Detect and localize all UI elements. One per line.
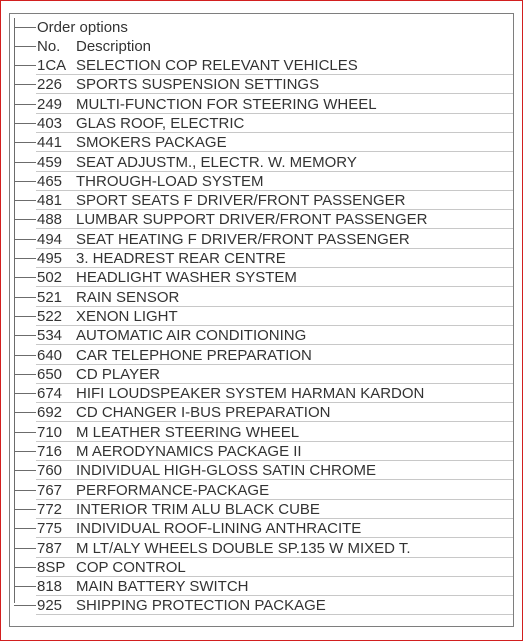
tree-branch-line	[14, 181, 36, 182]
option-description: MULTI-FUNCTION FOR STEERING WHEEL	[76, 96, 377, 113]
option-description: SPORT SEATS F DRIVER/FRONT PASSENGER	[76, 192, 406, 209]
order-options-panel	[9, 13, 514, 627]
row-separator	[36, 537, 513, 538]
option-number: 775	[37, 520, 63, 537]
tree-branch-line	[14, 335, 36, 336]
option-number: 441	[37, 134, 63, 151]
option-description: CD CHANGER I-BUS PREPARATION	[76, 404, 331, 421]
list-item[interactable]	[10, 442, 513, 461]
list-item[interactable]	[10, 365, 513, 384]
option-description: M LT/ALY WHEELS DOUBLE SP.135 W MIXED T.	[76, 540, 411, 557]
option-number: 502	[37, 269, 63, 286]
option-description: MAIN BATTERY SWITCH	[76, 578, 249, 595]
tree-branch-line	[14, 142, 36, 143]
row-separator	[36, 228, 513, 229]
option-number: 481	[37, 192, 63, 209]
option-description: INDIVIDUAL ROOF-LINING ANTHRACITE	[76, 520, 362, 537]
tree-branch-line	[14, 162, 36, 163]
list-item[interactable]	[10, 268, 513, 287]
tree-branch-line	[14, 451, 36, 452]
list-item[interactable]	[10, 326, 513, 345]
tree-branch-line	[14, 258, 36, 259]
option-number: 818	[37, 578, 63, 595]
option-description: XENON LIGHT	[76, 308, 178, 325]
row-separator	[36, 421, 513, 422]
tree-branch-line	[14, 200, 36, 201]
option-description: M AERODYNAMICS PACKAGE II	[76, 443, 302, 460]
option-description: GLAS ROOF, ELECTRIC	[76, 115, 245, 132]
option-description: COP CONTROL	[76, 559, 186, 576]
option-number: 772	[37, 501, 63, 518]
option-number: 760	[37, 462, 63, 479]
list-item[interactable]	[10, 500, 513, 519]
row-separator	[36, 479, 513, 480]
option-description: INDIVIDUAL HIGH-GLOSS SATIN CHROME	[76, 462, 377, 479]
row-separator	[36, 93, 513, 94]
tree-branch-line	[14, 46, 36, 47]
option-number: 403	[37, 115, 63, 132]
list-item[interactable]	[10, 249, 513, 268]
list-item[interactable]	[10, 191, 513, 210]
option-number: 488	[37, 211, 63, 228]
list-item[interactable]	[10, 346, 513, 365]
option-number: 650	[37, 366, 63, 383]
tree-branch-line	[14, 355, 36, 356]
tree-branch-line	[14, 528, 36, 529]
option-description: CAR TELEPHONE PREPARATION	[76, 347, 312, 364]
option-number: 8SP	[37, 559, 66, 576]
option-description: THROUGH-LOAD SYSTEM	[76, 173, 264, 190]
list-item[interactable]	[10, 577, 513, 596]
tree-branch-line	[14, 509, 36, 510]
option-description: INTERIOR TRIM ALU BLACK CUBE	[76, 501, 320, 518]
tree-branch-line	[14, 123, 36, 124]
option-number: 640	[37, 347, 63, 364]
row-separator	[36, 614, 513, 615]
list-item[interactable]	[10, 423, 513, 442]
tree-branch-line	[14, 104, 36, 105]
option-number: 710	[37, 424, 63, 441]
list-item[interactable]	[10, 153, 513, 172]
list-item[interactable]	[10, 403, 513, 422]
list-item[interactable]	[10, 558, 513, 577]
option-description: LUMBAR SUPPORT DRIVER/FRONT PASSENGER	[76, 211, 428, 228]
option-description: AUTOMATIC AIR CONDITIONING	[76, 327, 307, 344]
tree-branch-line	[14, 605, 36, 606]
list-item[interactable]	[10, 539, 513, 558]
list-item[interactable]	[10, 481, 513, 500]
option-description: CD PLAYER	[76, 366, 160, 383]
option-number: 226	[37, 76, 63, 93]
option-description: SMOKERS PACKAGE	[76, 134, 227, 151]
order-options-tree	[10, 18, 513, 622]
row-separator	[36, 151, 513, 152]
list-item[interactable]	[10, 56, 513, 75]
tree-branch-line	[14, 586, 36, 587]
row-separator	[36, 344, 513, 345]
tree-branch-line	[14, 548, 36, 549]
option-number: 494	[37, 231, 63, 248]
option-number: 521	[37, 289, 63, 306]
tree-branch-line	[14, 412, 36, 413]
option-description: 3. HEADREST REAR CENTRE	[76, 250, 286, 267]
list-item[interactable]	[10, 95, 513, 114]
list-item[interactable]	[10, 384, 513, 403]
tree-branch-line	[14, 297, 36, 298]
option-description: HIFI LOUDSPEAKER SYSTEM HARMAN KARDON	[76, 385, 425, 402]
tree-branch-line	[14, 219, 36, 220]
option-number: 692	[37, 404, 63, 421]
list-item[interactable]	[10, 210, 513, 229]
tree-branch-line	[14, 374, 36, 375]
list-item[interactable]	[10, 172, 513, 191]
tree-branch-line	[14, 84, 36, 85]
list-item[interactable]	[10, 307, 513, 326]
tree-root-label: Order options	[37, 19, 128, 36]
option-description: SEAT HEATING F DRIVER/FRONT PASSENGER	[76, 231, 410, 248]
option-number: 459	[37, 154, 63, 171]
tree-branch-line	[14, 277, 36, 278]
option-number: 495	[37, 250, 63, 267]
list-item[interactable]	[10, 114, 513, 133]
column-header-row	[10, 37, 513, 56]
option-number: 1CA	[37, 57, 67, 74]
column-header-no: No.	[37, 38, 61, 55]
option-number: 767	[37, 482, 63, 499]
option-number: 465	[37, 173, 63, 190]
tree-branch-line	[14, 65, 36, 66]
tree-branch-line	[14, 316, 36, 317]
list-item[interactable]	[10, 133, 513, 152]
option-description: HEADLIGHT WASHER SYSTEM	[76, 269, 297, 286]
option-description: M LEATHER STEERING WHEEL	[76, 424, 300, 441]
tree-branch-line	[14, 432, 36, 433]
option-number: 925	[37, 597, 63, 614]
tree-root-node[interactable]	[10, 18, 513, 37]
tree-branch-line	[14, 470, 36, 471]
list-item[interactable]	[10, 519, 513, 538]
option-number: 522	[37, 308, 63, 325]
tree-branch-line	[14, 239, 36, 240]
option-description: SHIPPING PROTECTION PACKAGE	[76, 597, 326, 614]
list-item[interactable]	[10, 75, 513, 94]
option-description: SPORTS SUSPENSION SETTINGS	[76, 76, 320, 93]
option-description: PERFORMANCE-PACKAGE	[76, 482, 270, 499]
option-description: SEAT ADJUSTM., ELECTR. W. MEMORY	[76, 154, 357, 171]
option-number: 249	[37, 96, 63, 113]
option-number: 674	[37, 385, 63, 402]
list-item[interactable]	[10, 230, 513, 249]
column-header-description: Description	[76, 38, 152, 55]
list-item[interactable]	[10, 288, 513, 307]
list-item[interactable]	[10, 596, 513, 615]
tree-branch-line	[14, 490, 36, 491]
tree-branch-line	[14, 27, 36, 28]
tree-branch-line	[14, 567, 36, 568]
option-description: RAIN SENSOR	[76, 289, 180, 306]
option-number: 787	[37, 540, 63, 557]
row-separator	[36, 286, 513, 287]
option-number: 534	[37, 327, 63, 344]
option-description: SELECTION COP RELEVANT VEHICLES	[76, 57, 358, 74]
tree-branch-line	[14, 393, 36, 394]
option-number: 716	[37, 443, 63, 460]
list-item[interactable]	[10, 461, 513, 480]
